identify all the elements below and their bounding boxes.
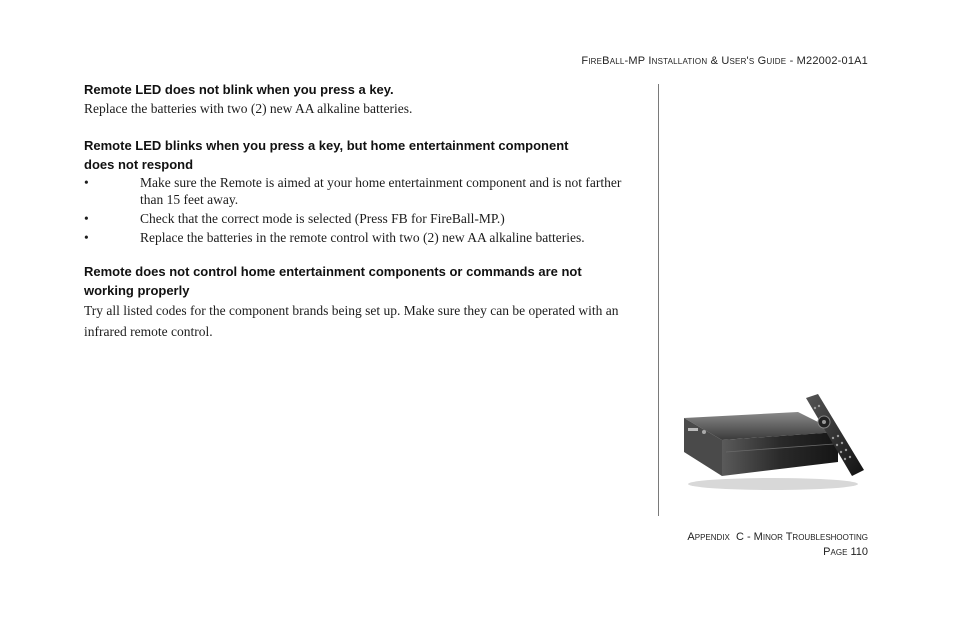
bullet-mark: • [84,211,89,226]
heading-line: working properly [84,283,190,298]
bullet-list [84,174,646,246]
media-player-illustration [678,392,868,492]
list-item-text: Replace the batteries in the remote control with two (2) new AA alkaline batteries. [140,230,585,245]
bullet-mark: • [84,230,89,245]
list-item [84,174,646,208]
heading-line: Remote LED blinks when you press a key, but home entertainment component [84,138,569,153]
list-item-text: Make sure the Remote is aimed at your home entertainment component and is not farther than 15 feet away. [140,175,622,207]
heading-line: does not respond [84,157,194,172]
vertical-divider [658,84,659,516]
list-item [84,229,646,246]
footer-section-label: Appendix C - Minor Troubleshooting [687,531,868,543]
section-heading [84,80,646,99]
bullet-mark: • [84,175,89,190]
media-player-with-remote-photo [678,392,868,492]
page-footer [687,530,868,560]
main-content [84,80,646,356]
section-led-no-blink [84,80,646,118]
section-heading [84,262,646,300]
heading-line: Remote does not control home entertainment components or commands are not [84,264,582,279]
page-number: Page 110 [823,546,868,558]
list-item-text: Check that the correct mode is selected (Press FB for FireBall-MP.) [140,211,505,226]
heading-line: Remote LED does not blink when you press a key. [84,82,394,97]
running-header: FireBall-MP Installation & User's Guide - M22002-01A1 [581,55,868,67]
section-heading [84,136,646,174]
section-remote-no-control [84,262,646,342]
section-paragraph: Try all listed codes for the component brands being set up. Make sure they can be operated with an infrared remote control. [84,303,619,339]
section-led-blinks [84,136,646,246]
list-item [84,210,646,227]
section-paragraph: Replace the batteries with two (2) new AA alkaline batteries. [84,101,413,116]
